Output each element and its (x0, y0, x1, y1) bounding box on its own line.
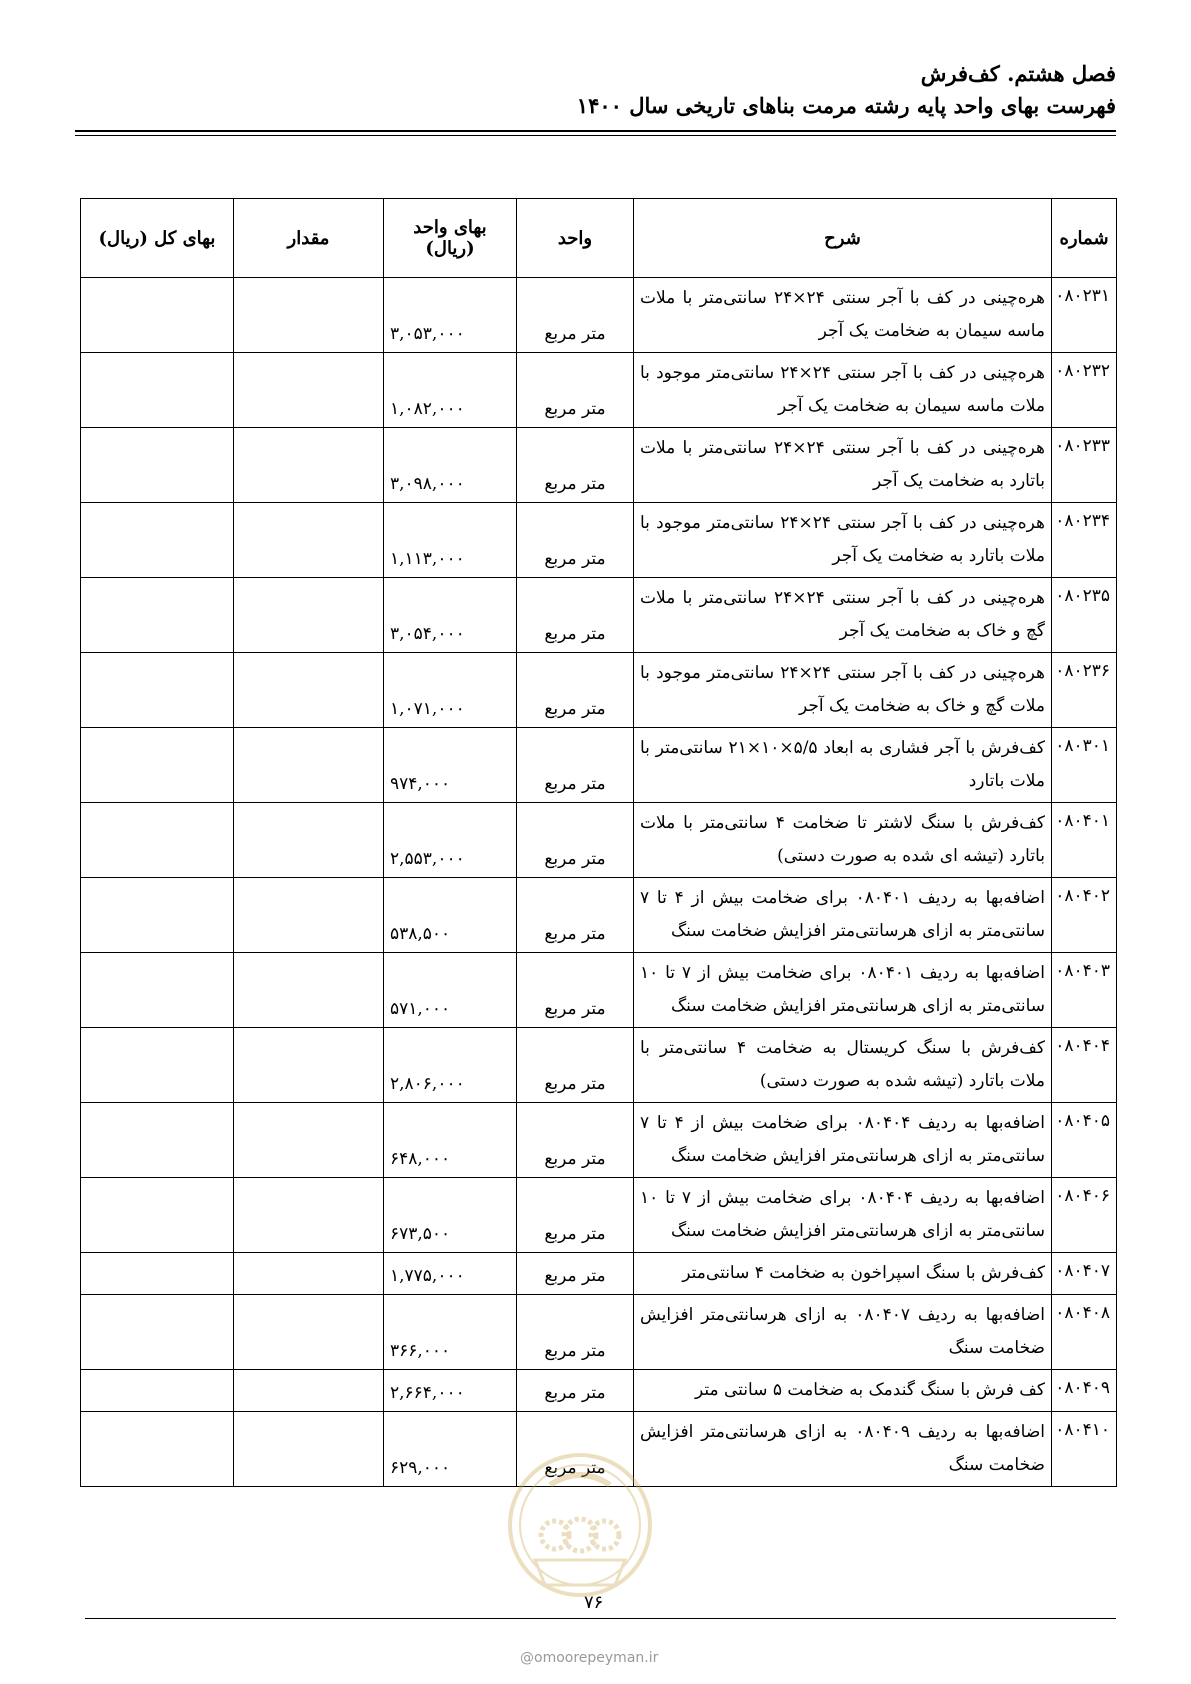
item-quantity (234, 1253, 384, 1295)
item-code: ۰۸۰۴۰۶ (1052, 1178, 1117, 1253)
item-unit-price: ۳,۰۹۸,۰۰۰ (384, 428, 517, 503)
item-unit: متر مربع (517, 428, 634, 503)
item-description: هره‌چینی در کف با آجر سنتی ۲۴×۲۴ سانتی‌متر با ملات ماسه سیمان به ضخامت یک آجر (634, 278, 1052, 353)
item-unit: متر مربع (517, 728, 634, 803)
item-total-price (81, 428, 234, 503)
item-unit-price: ۳۶۶,۰۰۰ (384, 1295, 517, 1370)
page-header (577, 58, 1116, 122)
item-code: ۰۸۰۳۰۱ (1052, 728, 1117, 803)
item-unit: متر مربع (517, 503, 634, 578)
item-unit-price: ۳,۰۵۴,۰۰۰ (384, 578, 517, 653)
item-code: ۰۸۰۲۳۳ (1052, 428, 1117, 503)
item-description: اضافه‌بها به ردیف ۰۸۰۴۰۴ برای ضخامت بیش از ۴ تا ۷ سانتی‌متر به ازای هرسانتی‌متر افزایش ضخامت سنگ (634, 1103, 1052, 1178)
table-row (81, 578, 1117, 653)
item-description: کف‌فرش با سنگ لاشتر تا ضخامت ۴ سانتی‌متر با ملات باتارد (تیشه ای شده به صورت دستی) (634, 803, 1052, 878)
item-description: کف‌فرش با آجر فشاری به ابعاد ۵/۵×۱۰×۲۱ سانتی‌متر با ملات باتارد (634, 728, 1052, 803)
item-quantity (234, 578, 384, 653)
item-code: ۰۸۰۲۳۴ (1052, 503, 1117, 578)
item-quantity (234, 503, 384, 578)
item-unit: متر مربع (517, 1028, 634, 1103)
table-row (81, 353, 1117, 428)
table-row (81, 1253, 1117, 1295)
table-row (81, 803, 1117, 878)
item-description: هره‌چینی در کف با آجر سنتی ۲۴×۲۴ سانتی‌متر موجود با ملات گچ و خاک به ضخامت یک آجر (634, 653, 1052, 728)
item-unit-price: ۲,۸۰۶,۰۰۰ (384, 1028, 517, 1103)
item-unit: متر مربع (517, 1178, 634, 1253)
item-total-price (81, 503, 234, 578)
item-quantity (234, 1295, 384, 1370)
table-row (81, 653, 1117, 728)
item-description: اضافه‌بها به ردیف ۰۸۰۴۰۹ به ازای هرسانتی‌متر افزایش ضخامت سنگ (634, 1412, 1052, 1487)
item-description: اضافه‌بها به ردیف ۰۸۰۴۰۴ برای ضخامت بیش از ۷ تا ۱۰ سانتی‌متر به ازای هرسانتی‌متر افزایش ضخامت سنگ (634, 1178, 1052, 1253)
item-unit: متر مربع (517, 278, 634, 353)
item-total-price (81, 1370, 234, 1412)
item-quantity (234, 1370, 384, 1412)
item-unit: متر مربع (517, 1412, 634, 1487)
column-header-description: شرح (634, 199, 1052, 278)
item-description: هره‌چینی در کف با آجر سنتی ۲۴×۲۴ سانتی‌متر با ملات باتارد به ضخامت یک آجر (634, 428, 1052, 503)
item-unit-price: ۵۳۸,۵۰۰ (384, 878, 517, 953)
chapter-title: فصل هشتم. کف‌فرش (920, 61, 1116, 86)
item-unit: متر مربع (517, 578, 634, 653)
item-code: ۰۸۰۴۰۳ (1052, 953, 1117, 1028)
item-unit: متر مربع (517, 1103, 634, 1178)
item-quantity (234, 653, 384, 728)
item-code: ۰۸۰۴۰۵ (1052, 1103, 1117, 1178)
item-description: اضافه‌بها به ردیف ۰۸۰۴۰۷ به ازای هرسانتی‌متر افزایش ضخامت سنگ (634, 1295, 1052, 1370)
item-unit-price: ۳,۰۵۳,۰۰۰ (384, 278, 517, 353)
item-unit-price: ۹۷۴,۰۰۰ (384, 728, 517, 803)
document-title: فهرست بهای واحد پایه رشته مرمت بناهای تاریخی سال ۱۴۰۰ (576, 93, 1116, 118)
item-code: ۰۸۰۴۱۰ (1052, 1412, 1117, 1487)
unit-price-currency: (ریال) (425, 238, 475, 259)
item-code: ۰۸۰۲۳۲ (1052, 353, 1117, 428)
item-total-price (81, 1103, 234, 1178)
item-code: ۰۸۰۴۰۷ (1052, 1253, 1117, 1295)
header-rule-thin (75, 135, 1116, 136)
table-row (81, 1370, 1117, 1412)
item-code: ۰۸۰۴۰۴ (1052, 1028, 1117, 1103)
item-unit-price: ۶۷۳,۵۰۰ (384, 1178, 517, 1253)
table-row (81, 1103, 1117, 1178)
item-unit: متر مربع (517, 1370, 634, 1412)
price-list-table (80, 198, 1117, 1487)
unit-price-label: بهای واحد (413, 217, 487, 238)
item-total-price (81, 878, 234, 953)
item-code: ۰۸۰۲۳۱ (1052, 278, 1117, 353)
item-code: ۰۸۰۴۰۹ (1052, 1370, 1117, 1412)
item-quantity (234, 353, 384, 428)
item-quantity (234, 428, 384, 503)
item-code: ۰۸۰۴۰۲ (1052, 878, 1117, 953)
item-total-price (81, 728, 234, 803)
item-unit-price: ۱,۷۷۵,۰۰۰ (384, 1253, 517, 1295)
item-total-price (81, 1028, 234, 1103)
item-quantity (234, 278, 384, 353)
column-header-code: شماره (1052, 199, 1117, 278)
item-unit-price: ۶۲۹,۰۰۰ (384, 1412, 517, 1487)
item-unit-price: ۱,۱۱۳,۰۰۰ (384, 503, 517, 578)
item-description: اضافه‌بها به ردیف ۰۸۰۴۰۱ برای ضخامت بیش از ۴ تا ۷ سانتی‌متر به ازای هرسانتی‌متر افزایش ضخامت سنگ (634, 878, 1052, 953)
item-quantity (234, 878, 384, 953)
item-code: ۰۸۰۲۳۶ (1052, 653, 1117, 728)
item-description: کف‌فرش با سنگ کریستال به ضخامت ۴ سانتی‌متر با ملات باتارد (تیشه شده به صورت دستی) (634, 1028, 1052, 1103)
table-row (81, 728, 1117, 803)
item-quantity (234, 1103, 384, 1178)
item-quantity (234, 1028, 384, 1103)
table-row (81, 278, 1117, 353)
item-unit: متر مربع (517, 353, 634, 428)
item-total-price (81, 653, 234, 728)
item-unit-price: ۲,۶۶۴,۰۰۰ (384, 1370, 517, 1412)
item-description: هره‌چینی در کف با آجر سنتی ۲۴×۲۴ سانتی‌متر موجود با ملات باتارد به ضخامت یک آجر (634, 503, 1052, 578)
item-quantity (234, 803, 384, 878)
item-description: هره‌چینی در کف با آجر سنتی ۲۴×۲۴ سانتی‌متر موجود با ملات ماسه سیمان به ضخامت یک آجر (634, 353, 1052, 428)
item-total-price (81, 1412, 234, 1487)
item-description: هره‌چینی در کف با آجر سنتی ۲۴×۲۴ سانتی‌متر با ملات گچ و خاک به ضخامت یک آجر (634, 578, 1052, 653)
item-quantity (234, 953, 384, 1028)
table-row (81, 1295, 1117, 1370)
item-description: اضافه‌بها به ردیف ۰۸۰۴۰۱ برای ضخامت بیش از ۷ تا ۱۰ سانتی‌متر به ازای هرسانتی‌متر افزایش ضخامت سنگ (634, 953, 1052, 1028)
item-unit-price: ۱,۰۷۱,۰۰۰ (384, 653, 517, 728)
item-total-price (81, 1253, 234, 1295)
item-unit: متر مربع (517, 653, 634, 728)
item-description: کف‌فرش با سنگ اسپراخون به ضخامت ۴ سانتی‌متر (634, 1253, 1052, 1295)
item-code: ۰۸۰۴۰۱ (1052, 803, 1117, 878)
item-unit-price: ۲,۵۵۳,۰۰۰ (384, 803, 517, 878)
table-row (81, 953, 1117, 1028)
item-description: کف فرش با سنگ گندمک به ضخامت ۵ سانتی متر (634, 1370, 1052, 1412)
item-unit: متر مربع (517, 1295, 634, 1370)
table-row (81, 1028, 1117, 1103)
item-unit-price: ۵۷۱,۰۰۰ (384, 953, 517, 1028)
table-row (81, 503, 1117, 578)
item-total-price (81, 353, 234, 428)
item-quantity (234, 728, 384, 803)
item-quantity (234, 1178, 384, 1253)
item-total-price (81, 803, 234, 878)
item-unit: متر مربع (517, 878, 634, 953)
item-total-price (81, 1178, 234, 1253)
table-row (81, 428, 1117, 503)
website-watermark: @omoorepeyman.ir (520, 1650, 659, 1666)
table-row (81, 1412, 1117, 1487)
item-total-price (81, 1295, 234, 1370)
column-header-unit-price (384, 199, 517, 278)
item-total-price (81, 953, 234, 1028)
item-unit-price: ۱,۰۸۲,۰۰۰ (384, 353, 517, 428)
header-rule-thick (75, 130, 1116, 132)
footer-rule (85, 1618, 1116, 1619)
item-code: ۰۸۰۴۰۸ (1052, 1295, 1117, 1370)
item-unit-price: ۶۴۸,۰۰۰ (384, 1103, 517, 1178)
item-code: ۰۸۰۲۳۵ (1052, 578, 1117, 653)
item-unit: متر مربع (517, 803, 634, 878)
table-row (81, 1178, 1117, 1253)
table-header-row (81, 199, 1117, 278)
item-unit: متر مربع (517, 1253, 634, 1295)
item-quantity (234, 1412, 384, 1487)
column-header-quantity: مقدار (234, 199, 384, 278)
item-unit: متر مربع (517, 953, 634, 1028)
column-header-total-price: بهای کل (ریال) (81, 199, 234, 278)
item-total-price (81, 278, 234, 353)
column-header-unit: واحد (517, 199, 634, 278)
table-row (81, 878, 1117, 953)
item-total-price (81, 578, 234, 653)
page-number: ۷۶ (584, 1592, 604, 1613)
